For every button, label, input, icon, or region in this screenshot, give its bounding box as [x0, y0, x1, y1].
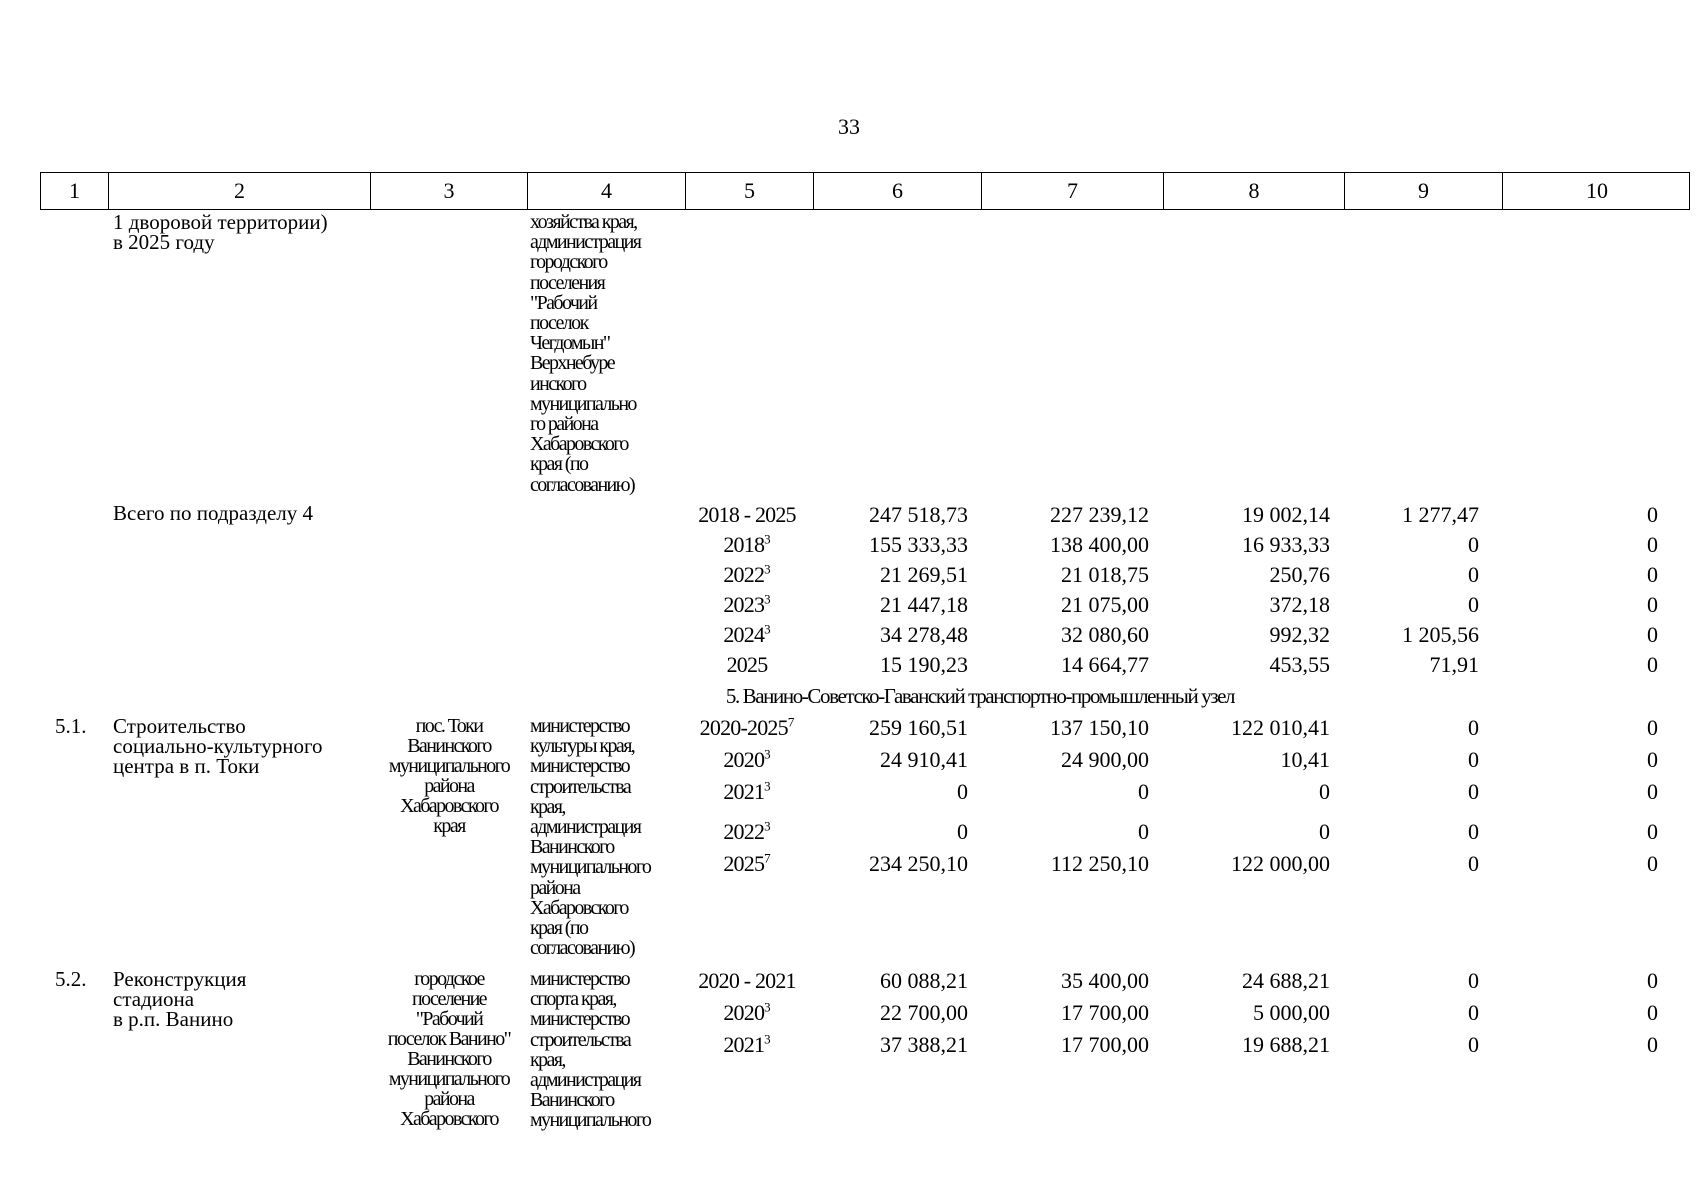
item-executor-line: муниципального: [530, 1109, 651, 1132]
footnote-ref: 7: [764, 850, 771, 866]
subtotal-year: [723, 622, 770, 648]
footnote-ref: 7: [787, 714, 795, 730]
item-name-line: социально-культурного: [113, 734, 323, 758]
column-header-7: 7: [982, 173, 1164, 209]
item-year: [723, 1032, 770, 1058]
continued-executor-line: поселок: [530, 312, 588, 334]
cell-col8: 19 688,21: [1242, 1032, 1330, 1057]
subtotal-year: [698, 502, 796, 528]
cell-col7: 24 900,00: [1061, 747, 1149, 772]
cell-col8: 24 688,21: [1242, 968, 1330, 993]
cell-col6: 24 910,41: [880, 747, 968, 772]
item-executor-line: культуры края,: [530, 735, 635, 758]
cell-col10: 0: [1647, 819, 1658, 844]
continued-executor-line: городского: [530, 251, 607, 274]
footnote-ref: 3: [764, 818, 771, 834]
section-title: 5. Ванино-Советско-Гаванский транспортно-промышленный узел: [725, 684, 1235, 708]
year-text: 2020 - 2021: [698, 968, 796, 993]
item-location-line: поселение: [412, 988, 486, 1010]
cell-col6: 22 700,00: [880, 1000, 968, 1025]
year-text: 2022: [723, 819, 765, 844]
item-executor-line: спорта края,: [530, 988, 616, 1011]
item-executor-line: администрация: [530, 1069, 641, 1091]
item-year: [723, 747, 770, 773]
item-location-line: Хабаровского: [400, 795, 498, 817]
cell-col9: 1 205,56: [1402, 622, 1479, 647]
item-year: [723, 1000, 770, 1026]
cell-col7: 21 075,00: [1061, 592, 1149, 617]
cell-col6: 34 278,48: [880, 622, 968, 647]
column-header-6: 6: [814, 173, 982, 209]
item-executor-line: Ванинского: [530, 836, 614, 859]
year-text: 2022: [723, 562, 765, 587]
cell-col8: 0: [1319, 779, 1330, 804]
footnote-ref: 3: [764, 561, 771, 577]
item-name-line: Строительство: [113, 714, 246, 738]
item-executor-line: края,: [530, 1048, 565, 1071]
cell-col9: 0: [1468, 851, 1479, 876]
subtotal-year: [723, 562, 770, 588]
item-name-line: в р.п. Ванино: [113, 1007, 234, 1031]
continued-executor-line: го района: [530, 413, 598, 435]
item-executor-line: Ванинского: [530, 1089, 614, 1112]
cell-col7: 35 400,00: [1061, 968, 1149, 993]
cell-col7: 0: [1138, 819, 1149, 844]
year-text: 2023: [723, 592, 765, 617]
cell-col7: 138 400,00: [1050, 532, 1149, 557]
item-name-line: центра в п. Токи: [113, 754, 260, 778]
continued-executor-line: Хабаровского: [530, 433, 628, 456]
cell-col9: 0: [1468, 532, 1479, 557]
year-text: 2024: [723, 622, 765, 647]
column-header-9: 9: [1345, 173, 1503, 209]
item-year: [700, 715, 795, 741]
item-number: 5.1.: [55, 714, 87, 738]
column-header-3: 3: [371, 173, 528, 209]
cell-col10: 0: [1647, 652, 1658, 677]
cell-col8: 5 000,00: [1253, 1000, 1330, 1025]
item-executor-line: администрация: [530, 816, 641, 838]
item-location-line: городское: [414, 968, 484, 990]
cell-col10: 0: [1647, 622, 1658, 647]
item-executor-line: министерство: [530, 755, 629, 778]
footnote-ref: 3: [764, 999, 771, 1015]
year-text: 2018 - 2025: [698, 502, 796, 527]
item-location-line: Ванинского: [407, 735, 491, 757]
footnote-ref: 3: [764, 621, 771, 637]
item-executor-line: строительства: [530, 775, 631, 798]
item-executor-line: Хабаровского: [530, 896, 628, 919]
item-location-line: Ванинского: [407, 1048, 491, 1070]
cell-col10: 0: [1647, 532, 1658, 557]
cell-col6: 234 250,10: [869, 851, 968, 876]
cell-col10: 0: [1647, 747, 1658, 772]
continued-executor-line: хозяйства края,: [530, 211, 637, 233]
continued-executor-line: поселения: [530, 271, 605, 294]
year-text: 2020: [723, 747, 765, 772]
cell-col9: 0: [1468, 562, 1479, 587]
cell-col6: 0: [957, 779, 968, 804]
cell-col8: 372,18: [1269, 592, 1330, 617]
cell-col9: 0: [1468, 1000, 1479, 1025]
column-header-10: 10: [1586, 178, 1608, 203]
column-header-8: 8: [1164, 173, 1345, 209]
cell-col9: 1 277,47: [1402, 502, 1479, 527]
item-name-line: Реконструкция: [113, 967, 247, 991]
cell-col6: 247 518,73: [869, 502, 968, 527]
item-location-line: района: [424, 1088, 474, 1110]
cell-col10: 0: [1647, 779, 1658, 804]
page-number: 33: [838, 114, 860, 139]
year-text: 2018: [723, 532, 765, 557]
continued-executor-line: Чегдомын": [530, 332, 610, 355]
cell-col8: 453,55: [1269, 652, 1330, 677]
cell-col6: 155 333,33: [869, 532, 968, 557]
item-location-line: пос. Токи: [415, 715, 483, 737]
cell-col7: 137 150,10: [1050, 715, 1149, 740]
cell-col9: 71,91: [1429, 652, 1479, 677]
cell-col10: 0: [1647, 1032, 1658, 1057]
column-header-2: 2: [109, 173, 371, 209]
item-executor-line: министерство: [530, 1008, 629, 1031]
cell-col9: 0: [1468, 1032, 1479, 1057]
item-executor-line: края (по: [530, 917, 588, 939]
item-location-line: Хабаровского: [400, 1108, 498, 1130]
item-location-line: муниципального: [388, 1068, 510, 1090]
cell-col9: 0: [1468, 747, 1479, 772]
item-year: [723, 851, 770, 877]
continued-executor-line: Верхнебуре: [530, 352, 615, 375]
continued-name-line: 1 дворовой территории): [113, 210, 328, 234]
subtotal-year: [723, 532, 770, 558]
continued-name-line: в 2025 году: [113, 230, 215, 254]
cell-col10: 0: [1647, 592, 1658, 617]
subtotal-label: Всего по подразделу 4: [113, 501, 314, 525]
cell-col6: 259 160,51: [869, 715, 968, 740]
item-executor-line: муниципального: [530, 856, 651, 879]
cell-col8: 122 000,00: [1231, 851, 1330, 876]
item-year: [723, 779, 770, 805]
item-executor-line: края,: [530, 795, 565, 818]
table-header-row: [40, 172, 1690, 210]
continued-executor-line: администрация: [530, 231, 641, 254]
item-location-line: муниципального: [388, 755, 510, 777]
cell-col8: 10,41: [1280, 747, 1330, 772]
year-text: 2025: [723, 851, 765, 876]
item-number: 5.2.: [55, 967, 87, 991]
cell-col6: 21 447,18: [880, 592, 968, 617]
cell-col7: 0: [1138, 779, 1149, 804]
cell-col7: 112 250,10: [1050, 851, 1149, 876]
cell-col10: 0: [1647, 562, 1658, 587]
footnote-ref: 3: [764, 778, 771, 794]
continued-executor-line: согласованию): [530, 473, 635, 496]
item-executor-line: министерство: [530, 968, 629, 990]
footnote-ref: 3: [764, 1031, 771, 1047]
item-location-line: района: [424, 775, 474, 797]
item-location-line: "Рабочий: [415, 1008, 483, 1030]
cell-col9: 0: [1468, 592, 1479, 617]
cell-col10: 0: [1647, 968, 1658, 993]
continued-executor-line: муниципально: [530, 392, 636, 415]
item-executor-line: министерство: [530, 715, 629, 737]
cell-col7: 227 239,12: [1050, 502, 1149, 527]
subtotal-year: [727, 652, 768, 678]
item-name-line: стадиона: [113, 987, 195, 1011]
footnote-ref: 3: [764, 531, 771, 547]
continued-executor-line: инского: [530, 372, 586, 395]
cell-col8: 19 002,14: [1242, 502, 1330, 527]
year-text: 2021: [723, 779, 765, 804]
cell-col10: 0: [1647, 502, 1658, 527]
item-year: [723, 819, 770, 845]
cell-col7: 14 664,77: [1061, 652, 1149, 677]
cell-col9: 0: [1468, 968, 1479, 993]
year-text: 2021: [723, 1032, 765, 1057]
item-executor-line: строительства: [530, 1028, 631, 1051]
column-header-5: 5: [686, 173, 814, 209]
continued-executor-line: "Рабочий: [530, 291, 597, 314]
cell-col9: 0: [1468, 779, 1479, 804]
cell-col9: 0: [1468, 715, 1479, 740]
cell-col8: 992,32: [1269, 622, 1330, 647]
item-year: [698, 968, 796, 994]
footnote-ref: 3: [764, 746, 771, 762]
year-text: 2025: [726, 652, 768, 677]
year-text: 2020: [723, 1000, 765, 1025]
cell-col8: 250,76: [1269, 562, 1330, 587]
cell-col10: 0: [1647, 1000, 1658, 1025]
item-location-line: поселок Ванино": [387, 1028, 511, 1050]
continued-executor-line: края (по: [530, 453, 588, 476]
cell-col7: 17 700,00: [1061, 1032, 1149, 1057]
cell-col8: 0: [1319, 819, 1330, 844]
cell-col6: 15 190,23: [880, 652, 968, 677]
item-executor-line: согласованию): [530, 937, 635, 960]
item-executor-line: района: [530, 876, 580, 899]
cell-col7: 21 018,75: [1061, 562, 1149, 587]
column-header-1: 1: [41, 173, 109, 209]
cell-col6: 21 269,51: [880, 562, 968, 587]
item-location-line: края: [433, 815, 465, 837]
year-text: 2020-2025: [699, 715, 788, 740]
footnote-ref: 3: [764, 591, 771, 607]
cell-col10: 0: [1647, 851, 1658, 876]
subtotal-year: [723, 592, 770, 618]
cell-col8: 122 010,41: [1231, 715, 1330, 740]
column-header-4: 4: [528, 173, 686, 209]
cell-col6: 0: [957, 819, 968, 844]
cell-col8: 16 933,33: [1242, 532, 1330, 557]
cell-col7: 32 080,60: [1061, 622, 1149, 647]
cell-col10: 0: [1647, 715, 1658, 740]
cell-col6: 37 388,21: [880, 1032, 968, 1057]
cell-col7: 17 700,00: [1061, 1000, 1149, 1025]
cell-col6: 60 088,21: [880, 968, 968, 993]
cell-col9: 0: [1468, 819, 1479, 844]
